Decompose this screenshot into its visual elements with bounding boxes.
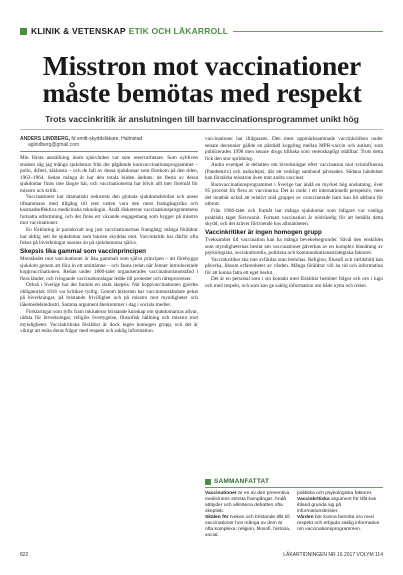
- article-headline: Misstron mot vaccinationer måste bemötas med respekt: [42, 50, 362, 108]
- summary-col-1: [205, 491, 291, 539]
- divider: [20, 129, 383, 130]
- paragraph: Från 1960-talet och framåt har många sjukdomar som tidigare var vanliga praktiskt taget försvunnit. Fortsatt vaccination är nödvändig för att behålla detta skydd, och det kräver förtroende hos allmänheten.: [205, 208, 383, 228]
- paragraph: Förklaringar som lyfts fram inkluderar bristande kunskap om sjukdomarnas allvar, rädsla för biverkningar, religiös övertygelse, filosofisk hållning och misstro mot myndigheter. Vaccinkritiska föräldrar är dock ingen homogen grupp, och det är viktigt att möta deras frågor med respekt och saklig information.: [20, 308, 198, 335]
- subsection-label: ETIK OCH LÄKARROLL: [128, 26, 229, 36]
- author-email[interactable]: aglindberg@gmail.com: [28, 142, 80, 148]
- byline: [20, 136, 198, 148]
- paragraph: Barnvaccinationsprogrammet i Sverige har ändå en mycket hög anslutning, över 95 procent för flera av vaccinerna. Det är unikt i ett internationellt perspektiv, men det innebär också att relativt små grupper av ovaccinerade barn kan bli sårbara för utbrott.: [205, 181, 383, 208]
- summary-col-2: [297, 491, 383, 539]
- summary-header: [205, 478, 383, 485]
- byline-rule: [20, 151, 198, 152]
- paragraph: Vaccinationer har dramatiskt reducerat den globala sjukdomsbördan och anses tillsammans med tillgång till rent vatten vara den mest framgångsrika och kostnadseffektiva medicinska teknologin. Ändå diskuteras vaccinationsprogrammens fortsatta utformning, och det finns ett växande engagemang som bygger på misstro mot vaccinationer.: [20, 194, 198, 227]
- paragraph: Tveksamhet till vaccination kan ha många bevekelsegrunder. Såväl den enskildes som myndigheternas beslut om vaccinationer påverkas av en komplex blandning av psykologiska, sociokulturella, politiska och kommunikationsstrategiska faktorer.: [205, 237, 383, 257]
- summary-rule: [205, 487, 383, 488]
- right-column: [205, 136, 383, 290]
- author-role: fd smitt-skyddsläkare, Halmstad: [71, 136, 143, 142]
- author-name: ANDERS LINDBERG,: [20, 136, 71, 142]
- summary-item: Vaccinkritiska argument för tillit kan ibland grunda sig på informationsbrister.: [297, 497, 377, 514]
- left-column: [20, 136, 198, 335]
- paragraph: vaccinationer har ifrågasatts. Den mest uppmärksammade vaccinkritiken under senare decennier gällde en påstådd koppling mellan MPR-vaccin och autism, som publicerades 1998 men senare drogs tillbaka som vetenskapligt ohållbar. Trots detta fick den stor spridning.: [205, 136, 383, 162]
- summary-title: SAMMANFATTAT: [214, 478, 270, 485]
- summary-item: Vaccinationer är en av den preventiva medicinens största framgångar. Ändå attityder och allmänna debatten ofta skeptisk.: [205, 491, 290, 514]
- square-bullet-icon: [20, 28, 27, 35]
- article-subhead: Trots vaccinkritik är anslutningen till barnvaccinationsprogrammet unikt hög: [45, 114, 359, 124]
- header-rule: [233, 31, 383, 32]
- summary-item: politiska och psykologiska faktorer.: [297, 491, 373, 496]
- page-footer: [20, 551, 383, 561]
- section-heading: Vaccinkritiker är ingen homogen grupp: [205, 228, 322, 236]
- summary-item: Vården bör kunna bemöta oro med respekt och erbjuda saklig information om vaccinationsprogrammen.: [297, 515, 380, 532]
- paragraph: En förklaring är paradoxalt nog just vaccinationernas framgång; många föräldrar har aldrig sett de sjukdomar som barnen skyddas mot. Vaccinkritik har därför ofta fokus på biverkningar snarare än på sjukdomarna själva.: [20, 227, 198, 247]
- section-heading: Skepsis lika gammal som vaccinprincipen: [20, 247, 146, 255]
- square-bullet-icon: [205, 479, 211, 485]
- summary-item: Skälen för tvekan och bristande tillit till vaccinationer hos många av dem är ofta komplexa: religion, filosofi, historia, social.: [205, 515, 291, 538]
- paragraph: Andra exempel är debatten om biverkningar efter vaccination mot svininfluensa (Pandemrix) och narkolepsi, där ett verkligt samband påvisades. Sådana händelser kan förstärka misstron även mot andra vacciner.: [205, 162, 383, 182]
- section-header: [20, 24, 383, 38]
- page-number: 822: [20, 552, 29, 558]
- paragraph: Motståndet mot vaccinationer är lika gammalt som själva principen – att förebygga sjukdom genom att föra in ett smittämne – och fanns redan när Jenner introducerade koppvaccinationen. Redan under 1800-talet organiserades vaccinationsmotstånd i flera länder, och tvingande vaccinationslagar ledde till protester och rättsprocesser.: [20, 256, 198, 282]
- journal-info: LÄKARTIDNINGEN NR 16 2017 VOLYM 114: [283, 552, 383, 558]
- section-label: KLINIK & VETENSKAP: [31, 26, 126, 36]
- paragraph: Också i Sverige har det funnits en stark skepsis. När koppvaccinationen gjordes obligatorisk 1816 var kritiken tydlig. Genom historien har vaccinmotståndare pekat på biverkningar, på bristande frivillighet och på misstro mot myndigheter och läkemedelsindustri. Samma argument återkommer i dag i sociala medier.: [20, 282, 198, 309]
- summary-box: [205, 478, 383, 539]
- paragraph: Det är en personal som i sin kontakt med föräldrar bemöter frågor och oro i lugn och med respekt, och som kan ge saklig information om både nytta och risker.: [205, 276, 383, 290]
- paragraph: Min första anställning inom sjukvården var som reservarbetare. Som nybliven student såg jag många sjukdomar från det pågående barnvaccinationsprogrammet – polio, difteri, kikhosta – och de fall av dessa sjukdomar som förekom på den tiden, 1963–1964. Sedan många år har den totala bilden ändrats: de flesta av dessa sjukdomar finns inte längre här, och vaccinationerna har blivit allt mer föremål för misstro och kritik.: [20, 155, 198, 194]
- section-kicker: [31, 26, 228, 36]
- paragraph: Vaccinkritiker ska inte avfärdas utan bemötas. Religion, filosofi och världsbild kan påverka, liksom erfarenheter av vården. Många föräldrar vill ha tid och information för att kunna fatta ett eget beslut.: [205, 256, 384, 276]
